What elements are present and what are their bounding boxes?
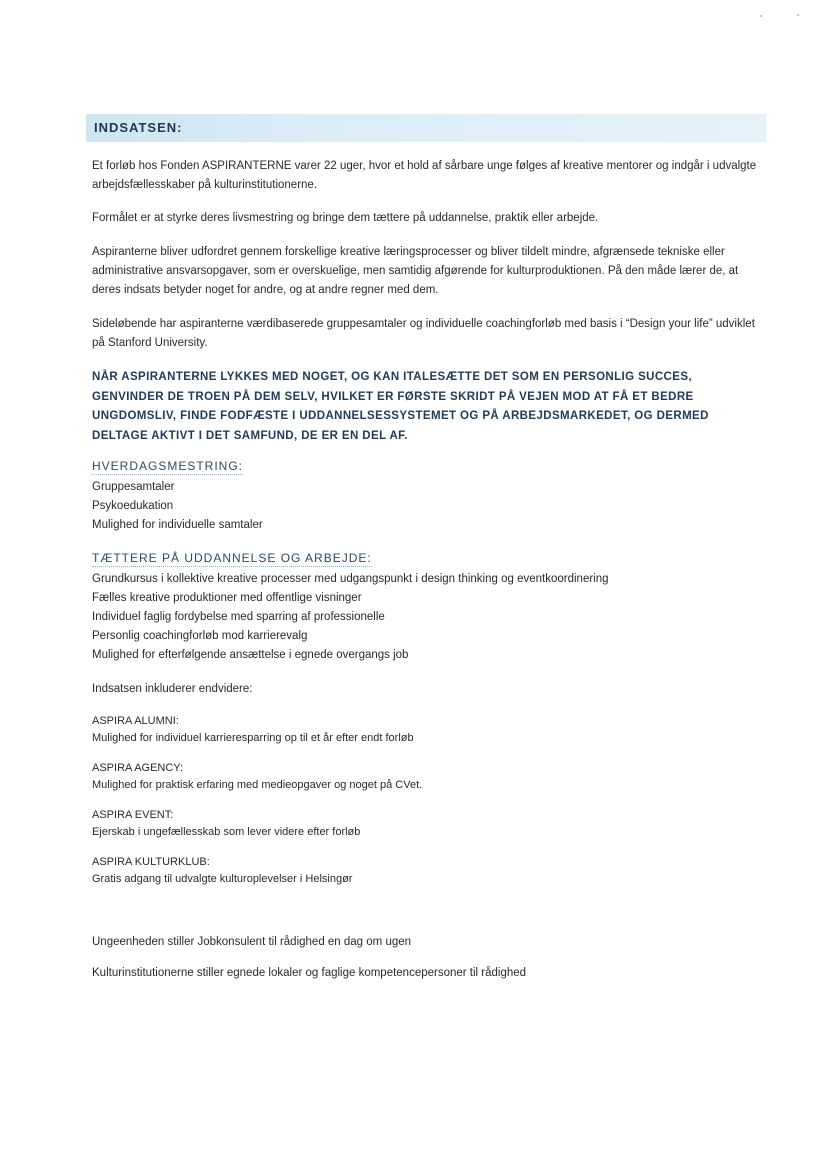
paragraph-method: Aspiranterne bliver udfordret gennem forskellige kreative læringsprocesser og bliver tildelt mindre, afgrænsede tekniske eller administrative ansvarsopgaver, som er overskuelige, men samtidig afgørende for kulturproduktionen. På den måde lærer de, at deres indsats betyder noget for andre, og at andre regner med dem. xyxy=(92,246,739,296)
scan-speck xyxy=(760,15,762,17)
list-item: Mulighed for individuelle samtaler xyxy=(92,519,263,531)
aspira-event xyxy=(92,807,360,841)
footer-line-lokaler: Kulturinstitutionerne stiller egnede lokaler og faglige kompetencepersoner til rådighed xyxy=(92,967,527,979)
aspira-text: Mulighed for praktisk erfaring med medieopgaver og noget på CVet. xyxy=(92,779,423,791)
footer-line-jobkonsulent: Ungeenheden stiller Jobkonsulent til rådighed en dag om ugen xyxy=(92,936,412,948)
list-item: Mulighed for efterfølgende ansættelse i egnede overgangs job xyxy=(92,649,409,661)
taettere-list xyxy=(92,570,609,665)
aspira-text: Gratis adgang til udvalgte kulturoplevelser i Helsingør xyxy=(92,873,353,885)
paragraph-coaching: Sideløbende har aspiranterne værdibaserede gruppesamtaler og individuelle coachingforløb med basis i “Design your life” udviklet på Stanford University. xyxy=(92,318,755,349)
aspira-label: ASPIRA ALUMNI: xyxy=(92,715,179,727)
hverdag-heading: HVERDAGSMESTRING: xyxy=(92,459,244,473)
aspira-label: ASPIRA KULTURKLUB: xyxy=(92,856,210,868)
list-item: Individuel faglig fordybelse med sparring af professionelle xyxy=(92,611,385,623)
includes-intro: Indsatsen inkluderer endvidere: xyxy=(92,683,253,695)
list-item: Grundkursus i kollektive kreative processer med udgangspunkt i design thinking og eventkoordinering xyxy=(92,573,609,585)
paragraph-purpose: Formålet er at styrke deres livsmestring og bringe dem tættere på uddannelse, praktik eller arbejde. xyxy=(92,212,599,224)
list-item: Personlig coachingforløb mod karrierevalg xyxy=(92,630,308,642)
list-item: Gruppesamtaler xyxy=(92,481,175,493)
aspira-text: Mulighed for individuel karrieresparring op til et år efter endt forløb xyxy=(92,732,414,744)
aspira-alumni xyxy=(92,713,414,747)
list-item: Fælles kreative produktioner med offentlige visninger xyxy=(92,592,362,604)
aspira-text: Ejerskab i ungefællesskab som lever videre efter forløb xyxy=(92,826,361,838)
paragraph-intro: Et forløb hos Fonden ASPIRANTERNE varer 22 uger, hvor et hold af sårbare unge følges af kreative mentorer og indgår i udvalgte arbejdsfællesskaber på kulturinstitutionerne. xyxy=(92,160,757,191)
aspira-label: ASPIRA EVENT: xyxy=(92,809,174,821)
aspira-label: ASPIRA AGENCY: xyxy=(92,762,184,774)
scan-speck xyxy=(797,14,799,16)
list-item: Psykoedukation xyxy=(92,500,174,512)
section-heading-bar xyxy=(86,114,766,142)
aspira-agency xyxy=(92,760,422,794)
section-heading: INDSATSEN: xyxy=(94,120,183,135)
aspira-kulturklub xyxy=(92,854,352,888)
taettere-heading: TÆTTERE PÅ UDDANNELSE OG ARBEJDE: xyxy=(92,551,372,565)
hverdag-list xyxy=(92,478,263,535)
key-statement: NÅR ASPIRANTERNE LYKKES MED NOGET, OG KAN ITALESÆTTE DET SOM EN PERSONLIG SUCCES, GENVINDER DE TROEN PÅ DEM SELV, HVILKET ER FØRSTE SKRIDT PÅ VEJEN MOD AT FÅ ET BEDRE UNGDOMSLIV, FINDE FODFÆSTE I UDDANNELSESSYSTEMET OG PÅ ARBEJDSMARKEDET, OG DERMED DELTAGE AKTIVT I DET SAMFUND, DE ER EN DEL AF. xyxy=(92,371,709,442)
